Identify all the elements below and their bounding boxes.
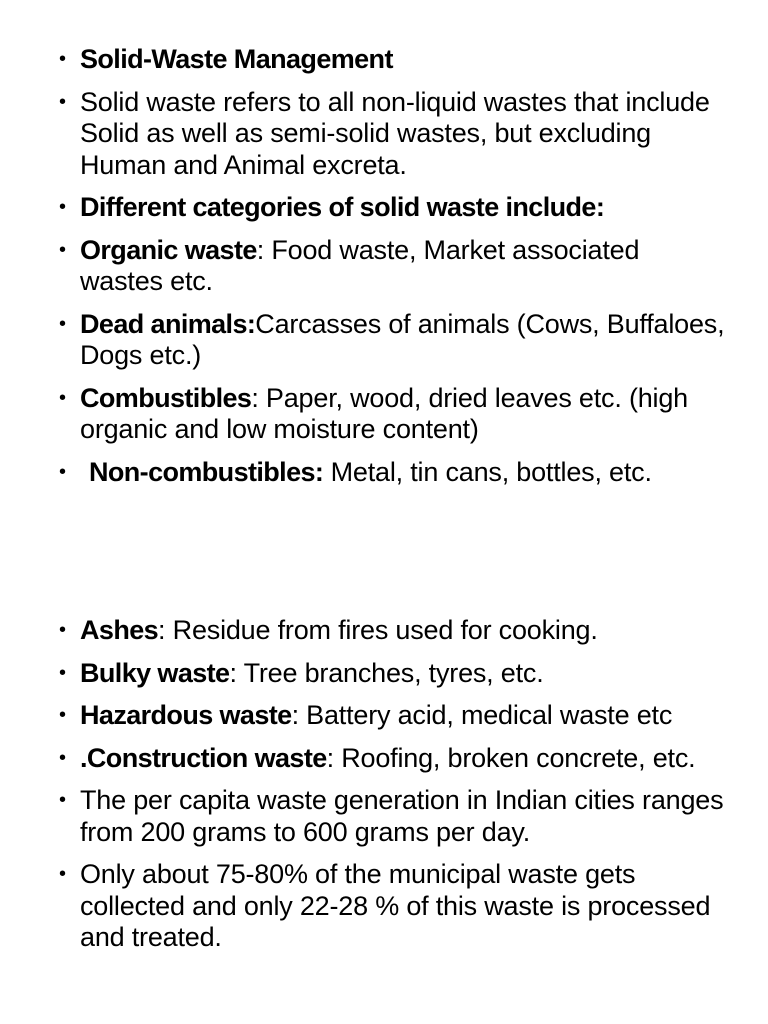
bullet-heading: Dead animals:: [80, 308, 256, 339]
bullet-text: : Tree branches, tyres, etc.: [229, 657, 544, 688]
bullet-item: [0, 457, 768, 489]
bullet-dot-icon: •: [59, 48, 66, 70]
bullet-item: [0, 192, 768, 224]
bullet-text: Metal, tin cans, bottles, etc.: [323, 456, 652, 487]
bullet-text: : Food waste, Market associated wastes etc.: [80, 234, 640, 296]
bullet-item: [0, 859, 768, 954]
bullet-item: [0, 309, 768, 372]
bullet-heading: Combustibles: [80, 382, 252, 413]
bullet-dot-icon: •: [59, 312, 66, 335]
bullet-heading: Solid-Waste Management: [80, 44, 393, 74]
bullet-dot-icon: •: [59, 386, 66, 409]
bullet-dot-icon: •: [59, 196, 66, 218]
bullet-text: : Roofing, broken concrete, etc.: [326, 742, 696, 773]
bullet-heading: Bulky waste: [80, 657, 230, 688]
bullet-dot-icon: •: [59, 746, 66, 769]
bullet-heading: .Construction waste: [80, 742, 327, 773]
bullet-item: [0, 44, 768, 76]
bullet-text: Only about 75-80% of the municipal waste gets collected and only 22-28 % of this waste is processed and treated.: [80, 859, 711, 952]
bullet-list-categories: [0, 44, 768, 488]
bullet-heading: Ashes: [80, 615, 159, 645]
bullet-item: [0, 700, 768, 732]
bullet-heading: Non-combustibles:: [89, 456, 324, 487]
bullet-heading: Hazardous waste: [80, 700, 292, 730]
bullet-item: [0, 658, 768, 690]
bullet-dot-icon: •: [59, 238, 66, 261]
slide-waste-types-continued: [0, 615, 768, 965]
bullet-dot-icon: •: [59, 661, 66, 684]
bullet-text: The per capita waste generation in Indian cities ranges from 200 grams to 600 grams per day.: [80, 785, 724, 847]
bullet-dot-icon: •: [59, 619, 66, 641]
bullet-item: [0, 785, 768, 848]
bullet-item: [0, 615, 768, 647]
bullet-text: : Battery acid, medical waste etc: [291, 700, 673, 730]
bullet-dot-icon: •: [59, 863, 66, 885]
bullet-heading: Different categories of solid waste include:: [80, 192, 605, 222]
bullet-item: [0, 87, 768, 182]
bullet-text: : Residue from fires used for cooking.: [158, 615, 598, 645]
bullet-item: [0, 383, 768, 446]
bullet-text: Solid waste refers to all non-liquid wastes that include Solid as well as semi-solid wastes, but excluding Human and Animal excreta.: [80, 86, 710, 180]
slide-solid-waste-management: [0, 44, 768, 499]
bullet-text: Carcasses of animals (Cows, Buffaloes, Dogs etc.): [80, 308, 725, 370]
bullet-dot-icon: •: [59, 90, 66, 113]
bullet-heading: Organic waste: [80, 234, 257, 265]
bullet-list-waste-types: [0, 615, 768, 954]
bullet-dot-icon: •: [59, 789, 66, 811]
bullet-dot-icon: •: [59, 460, 66, 483]
bullet-item: [0, 743, 768, 775]
bullet-text: : Paper, wood, dried leaves etc. (high organic and low moisture content): [80, 382, 688, 444]
bullet-dot-icon: •: [59, 704, 66, 726]
bullet-item: [0, 235, 768, 298]
